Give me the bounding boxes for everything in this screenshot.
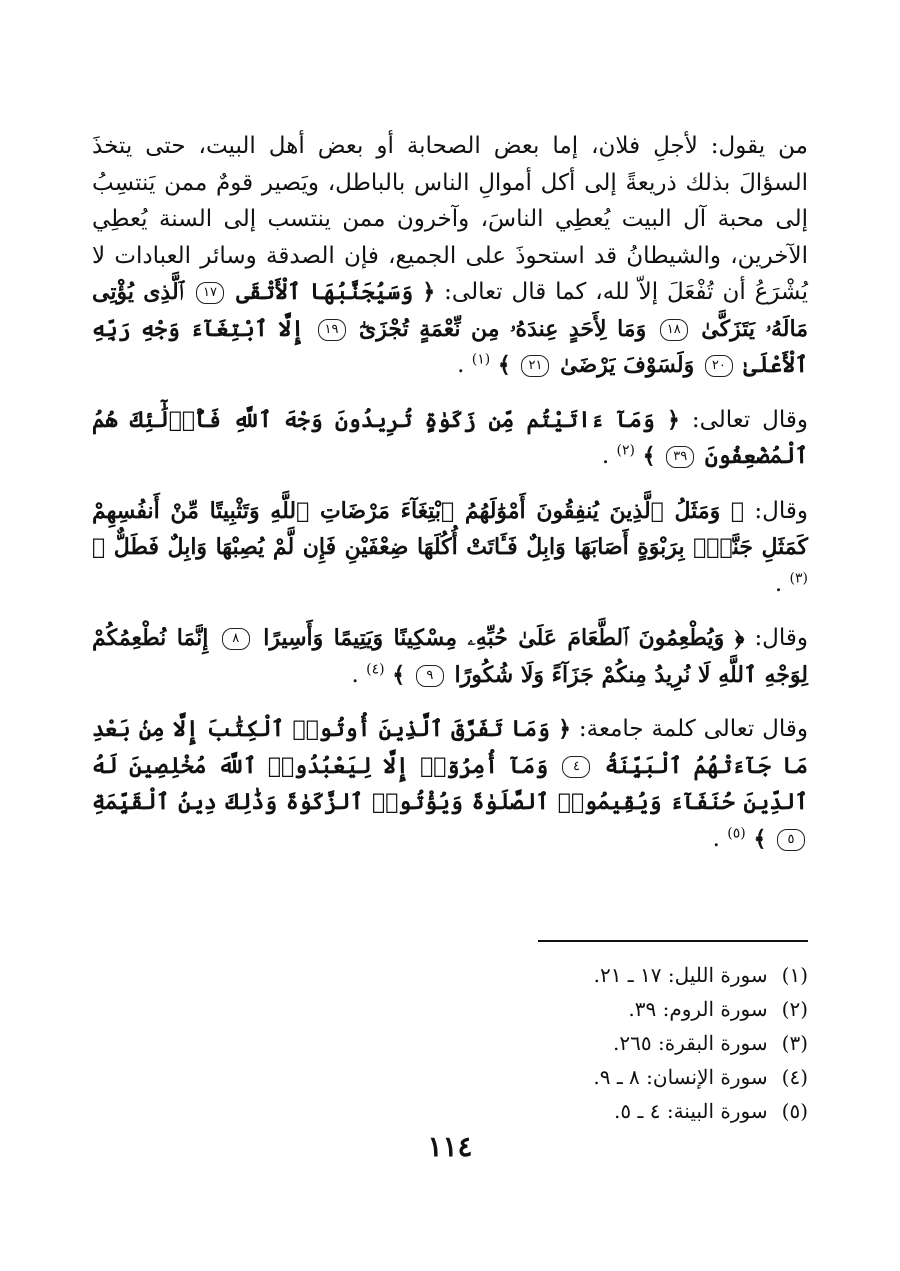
footnote-number: (١) — [781, 963, 808, 987]
footnote-reference[interactable]: (٢) — [616, 442, 635, 459]
sentence-end: . — [457, 352, 465, 378]
sentence-end: . — [351, 661, 359, 688]
sentence-end: . — [601, 443, 610, 469]
verse-close-bracket: ﴾ — [392, 661, 406, 688]
quran-verse — [92, 625, 808, 688]
paragraph-1 — [92, 128, 808, 384]
paragraph-2 — [92, 402, 808, 475]
footnote-number: (٣) — [781, 1031, 808, 1055]
footnote-text: سورة الليل: ١٧ ـ ٢١. — [593, 963, 768, 987]
footnote-item — [388, 992, 808, 1026]
paragraph-5 — [92, 711, 808, 857]
verse-text: ٱلَّذِى يُؤْتِى مَالَهُۥ يَتَزَكَّىٰ — [92, 279, 808, 342]
verse-text: إِنَّمَا نُطْعِمُكُمْ لِوَجْهِ ٱللَّهِ لَا نُرِيدُ مِنكُمْ جَزَآءً وَلَا شُكُورًا — [92, 625, 808, 688]
body-text: وقال: — [754, 497, 808, 524]
body-text: وقال تعالى كلمة جامعة: — [578, 716, 808, 742]
paragraph-3 — [92, 493, 808, 603]
footnote-number: (٤) — [781, 1065, 808, 1089]
sentence-end: . — [774, 570, 783, 597]
body-text: وقال: — [754, 625, 809, 651]
footnote-item — [388, 1026, 808, 1060]
ayah-number-marker: ٣٩ — [666, 446, 694, 468]
footnote-divider — [538, 940, 808, 942]
ayah-number-marker: ١٩ — [318, 319, 346, 341]
verse-close-bracket: ﴾ — [753, 825, 767, 852]
ayah-number-marker: ٤ — [562, 756, 590, 778]
verse-close-bracket: ﴾ — [642, 443, 656, 469]
footnote-reference[interactable]: (٥) — [727, 824, 746, 841]
body-text: من يقول: لأجلِ فلان، إما بعض الصحابة أو بعض أهل البيت، حتى يتخذَ السؤالَ بذلك ذريعةً إلى أكل أموالِ الناس بالباطل، ويَصير قومٌ ممن يَنتسِبُ إلى محبة آل البيت يُعطِي الناسَ، وآخرون ممن ينتسب إلى السنة يُعطِي الآخرين، والشيطانُ قد استحوذَ على الجميع، فإن الصدقة وسائر العبادات لا يُشْرَعُ أن تُفْعَلَ إلاّ لله، كما قال تعالى: — [92, 133, 808, 305]
ayah-number-marker: ٢٠ — [705, 355, 733, 377]
verse-text: إِلَّا ٱبْتِغَآءَ وَجْهِ رَبِّهِ ٱلْأَعْلَىٰ — [92, 315, 808, 378]
footnote-item — [388, 1060, 808, 1094]
footnote-number: (٢) — [781, 997, 808, 1021]
footnote-reference[interactable]: (٤) — [366, 660, 385, 677]
verse-text: وَلَسَوْفَ يَرْضَىٰ — [560, 352, 695, 378]
body-text: وقال تعالى: — [691, 406, 808, 433]
ayah-number-marker: ١٧ — [196, 282, 224, 304]
ayah-number-marker: ٨ — [222, 628, 250, 650]
footnote-number: (٥) — [781, 1099, 808, 1123]
footnote-text: سورة البقرة: ٢٦٥. — [613, 1031, 768, 1055]
ayah-number-marker: ٩ — [416, 665, 444, 687]
verse-text: ﴿ وَيُطْعِمُونَ ٱلطَّعَامَ عَلَىٰ حُبِّهِۦ مِسْكِينًا وَيَتِيمًا وَأَسِيرًا — [263, 625, 745, 651]
footnote-text: سورة البينة: ٤ ـ ٥. — [614, 1099, 768, 1123]
verse-close-bracket: ﴾ — [92, 534, 106, 560]
verse-text: ﴿ وَمَآ ءَاتَيْتُم مِّن زَكَوٰةٍ تُرِيدُونَ وَجْهَ ٱللَّهِ فَأُو۟لَٰٓئِكَ هُمُ ٱلْمُضْعِفُونَ — [92, 406, 808, 469]
footnote-reference[interactable]: (١) — [471, 351, 491, 368]
verse-close-bracket: ﴾ — [497, 352, 511, 378]
verse-text: ﴿ وَسَيُجَنَّبُهَا ٱلْأَتْقَى — [236, 279, 436, 305]
verse-text: وَمَا لِأَحَدٍ عِندَهُۥ مِن نِّعْمَةٍ تُجْزَىٰٓ — [359, 315, 647, 342]
paragraph-4 — [92, 620, 808, 693]
verse-text: ﴿ وَمَثَلُ ٱلَّذِينَ يُنفِقُونَ أَمْوَٰلَهُمُ ٱبْتِغَآءَ مَرْضَاتِ ٱللَّهِ وَتَثْبِيتًا مِّنْ أَنفُسِهِمْ كَمَثَلِ جَنَّةٍۭ بِرَبْوَةٍ أَصَابَهَا وَابِلٌ فَـَٔاتَتْ أُكُلَهَا ضِعْفَيْنِ فَإِن لَّمْ يُصِبْهَا وَابِلٌ فَطَلٌّ — [92, 497, 808, 560]
ayah-number-marker: ٥ — [777, 829, 805, 851]
ayah-number-marker: ٢١ — [521, 355, 549, 377]
footnote-reference[interactable]: (٣) — [789, 569, 808, 586]
footnote-text: سورة الإنسان: ٨ ـ ٩. — [593, 1065, 768, 1089]
sentence-end: . — [712, 825, 720, 852]
footnotes-list — [388, 958, 808, 1128]
verse-text: ﴿ وَمَا تَفَرَّقَ ٱلَّذِينَ أُوتُوا۟ ٱلْكِتَٰبَ إِلَّا مِنۢ بَعْدِ مَا جَآءَتْهُمُ ٱلْبَيِّنَةُ — [92, 716, 808, 779]
verse-text: وَمَآ أُمِرُوٓا۟ إِلَّا لِيَعْبُدُوا۟ ٱللَّهَ مُخْلِصِينَ لَهُ ٱلدِّينَ حُنَفَآءَ وَيُقِيمُوا۟ ٱلصَّلَوٰةَ وَيُؤْتُوا۟ ٱلزَّكَوٰةَ وَذَٰلِكَ دِينُ ٱلْقَيِّمَةِ — [92, 752, 808, 815]
footnote-item — [388, 1094, 808, 1128]
ayah-number-marker: ١٨ — [660, 319, 688, 341]
footnote-item — [388, 958, 808, 992]
footnote-text: سورة الروم: ٣٩. — [628, 997, 768, 1021]
quran-verse — [92, 498, 808, 561]
page-number: ١١٤ — [427, 1130, 473, 1163]
